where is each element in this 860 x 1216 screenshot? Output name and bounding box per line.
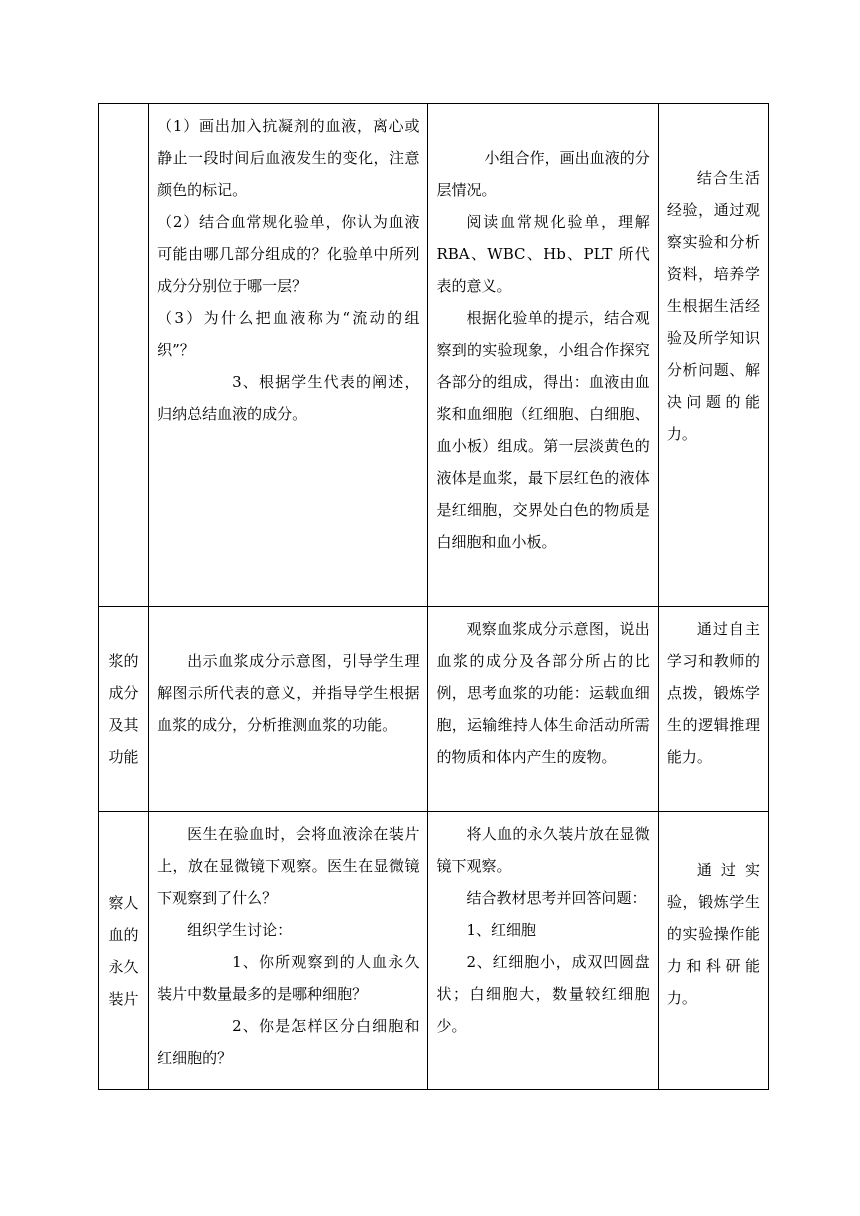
topic-cell: 察人血的永久装片 <box>99 812 149 1090</box>
design-intent-text: 通过自主学习和教师的点拨，锻炼学生的逻辑推理能力。 <box>666 620 760 766</box>
topic-cell: 浆的成分及其功能 <box>99 607 149 812</box>
design-intent-cell <box>658 607 768 812</box>
teacher-activity-cell <box>149 812 428 1090</box>
table-row <box>99 104 769 607</box>
lesson-plan-table <box>98 103 769 1090</box>
teacher-step: 医生在验血时，会将血液涂在装片上，放在显微镜下观察。医生在显微镜下观察到了什么？ <box>157 825 420 907</box>
teacher-activity-cell <box>149 607 428 812</box>
table-row <box>99 607 769 812</box>
design-intent-cell <box>658 104 768 607</box>
teacher-step: 组织学生讨论： <box>187 921 293 939</box>
teacher-step: （1）画出加入抗凝剂的血液，离心或静止一段时间后血液发生的变化，注意颜色的标记。 <box>157 117 420 199</box>
teacher-step: 1、你所观察到的人血永久装片中数量最多的是哪种细胞？ <box>157 953 420 1003</box>
student-step: 将人血的永久装片放在显微镜下观察。 <box>436 825 650 875</box>
teacher-step: （3）为什么把血液称为“流动的组织”？ <box>157 309 420 359</box>
topic-cell <box>99 104 149 607</box>
student-step: 阅读血常规化验单，理解 RBA、WBC、Hb、PLT 所代表的意义。 <box>436 213 650 295</box>
design-intent-cell <box>658 812 768 1090</box>
student-activity-cell <box>428 104 658 607</box>
design-intent-text: 结合生活经验，通过观察实验和分析资料，培养学生根据生活经验及所学知识分析问题、解决问题的能力。 <box>666 169 760 443</box>
teacher-activity-cell <box>149 104 428 607</box>
student-activity-cell <box>428 607 658 812</box>
teacher-step: （2）结合血常规化验单，你认为血液可能由哪几部分组成的？化验单中所列成分分别位于哪一层？ <box>157 213 420 295</box>
design-intent-text: 通过实验，锻炼学生的实验操作能力和科研能力。 <box>666 861 760 1007</box>
student-activity-cell <box>428 812 658 1090</box>
student-step: 结合教材思考并回答问题： <box>466 889 647 907</box>
student-step: 1、红细胞 <box>466 921 537 939</box>
teacher-step: 2、你是怎样区分白细胞和红细胞的？ <box>157 1017 420 1067</box>
student-step: 2、红细胞小，成双凹圆盘状；白细胞大，数量较红细胞少。 <box>436 953 650 1035</box>
student-step: 根据化验单的提示，结合观察到的实验现象，小组合作探究各部分的组成，得出：血液由血浆和血细胞（红细胞、白细胞、血小板）组成。第一层淡黄色的液体是血浆，最下层红色的液体是红细胞，交界处白色的物质是白细胞和血小板。 <box>436 309 650 551</box>
teacher-step: 出示血浆成分示意图，引导学生理解图示所代表的意义，并指导学生根据血浆的成分，分析推测血浆的功能。 <box>157 652 420 734</box>
teacher-step: 3、根据学生代表的阐述，归纳总结血液的成分。 <box>157 373 420 423</box>
student-step: 观察血浆成分示意图，说出血浆的成分及各部分所占的比例，思考血浆的功能：运载血细胞，运输维持人体生命活动所需的物质和体内产生的废物。 <box>436 620 650 766</box>
table-row <box>99 812 769 1090</box>
student-step: 小组合作，画出血液的分层情况。 <box>436 149 650 199</box>
